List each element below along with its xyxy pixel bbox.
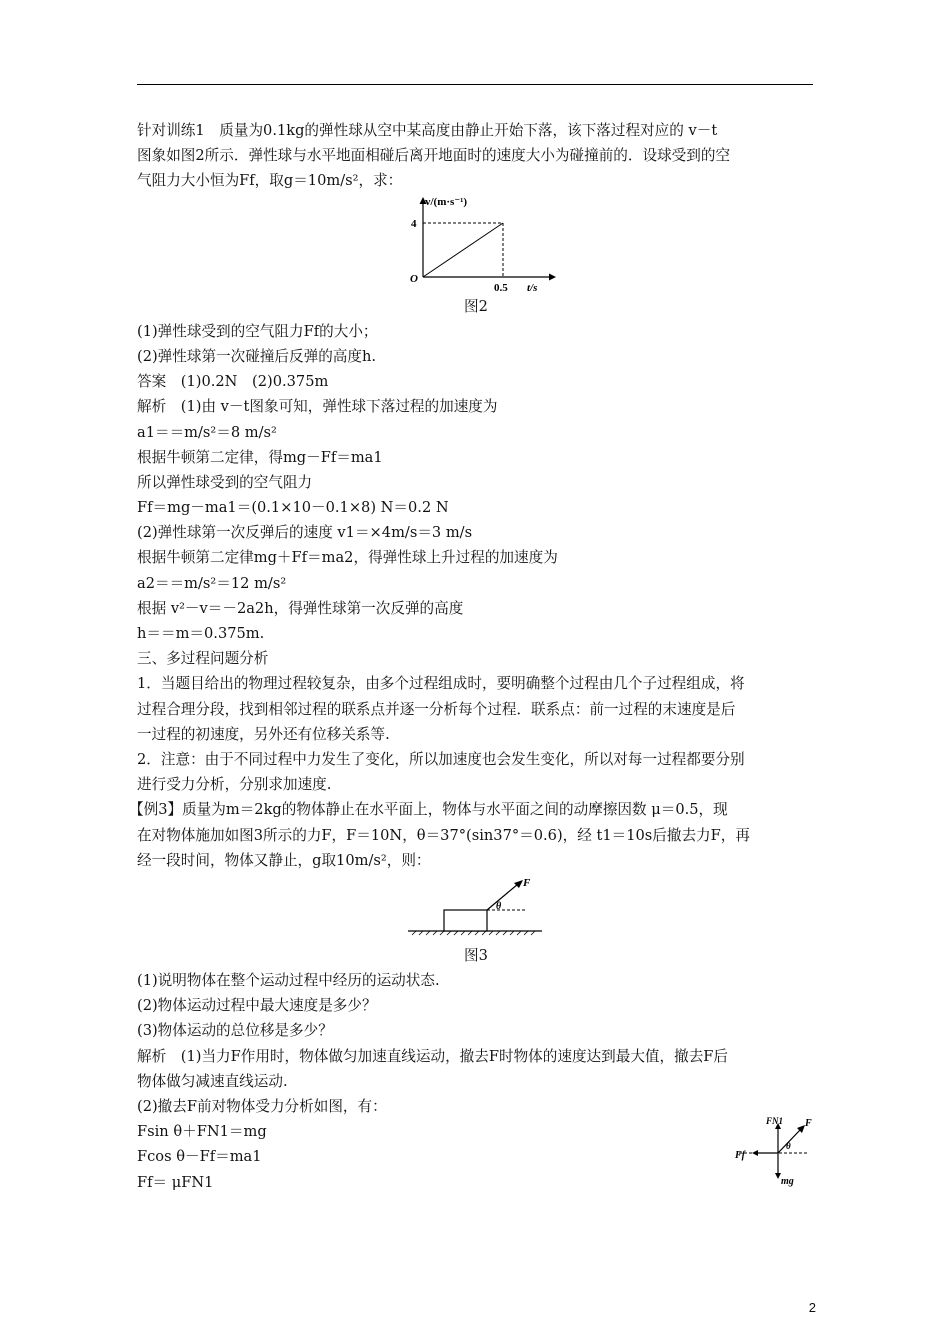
- section-para-line: 1．当题目给出的物理过程较复杂，由多个过程组成时，要明确整个过程由几个子过程组成，将: [137, 675, 745, 693]
- fbd-friction-label: Ff: [735, 1150, 745, 1161]
- solution-line: 根据牛顿第二定律mg＋Ff＝ma2，得弹性球上升过程的加速度为: [137, 549, 558, 567]
- figure-3-caption: 图3: [464, 946, 488, 964]
- fbd-angle-label: θ: [786, 1141, 791, 1151]
- solution-line: Fcos θ－Ff＝ma1: [137, 1148, 262, 1166]
- example-tag: 【例3】: [129, 801, 183, 819]
- section-para-line: 过程合理分段，找到相邻过程的联系点并逐一分析每个过程．联系点：前一过程的末速度是后: [137, 700, 736, 718]
- example3-line: 在对物体施加如图3所示的力F，F＝10N，θ＝37°(sin37°＝0.6)，经 t1＝10s后撤去力F，再: [137, 826, 750, 844]
- vt-graph-svg: [137, 194, 815, 294]
- solution-line: 解析 (1)当力F作用时，物体做匀加速直线运动，撤去F时物体的速度达到最大值，撤去F后: [137, 1047, 729, 1065]
- fbd-force-label: F: [805, 1118, 812, 1129]
- x-tick-label: 0.5: [494, 281, 508, 294]
- fbd-normal-label: FN1: [766, 1116, 784, 1126]
- solution-line: a2＝＝m/s²＝12 m/s²: [137, 574, 287, 592]
- drill1-line: 气阻力大小恒为Ff，取g＝10m/s²，求：: [137, 172, 403, 190]
- figure-2-caption: 图2: [464, 297, 488, 315]
- block: [444, 910, 487, 931]
- y-axis-label: v/(m·s⁻¹): [425, 195, 468, 208]
- figure-3-block-diagram: [137, 873, 815, 943]
- example3-text: 质量为m＝2kg的物体静止在水平面上，物体与水平面之间的动摩擦因数 μ＝0.5，现: [182, 801, 728, 819]
- solution-line: 根据 v²－v＝－2a2h，得弹性球第一次反弹的高度: [137, 599, 464, 617]
- block-force-svg: [137, 873, 815, 943]
- answer-line: 答案 (1)0.2N (2)0.375m: [137, 373, 329, 391]
- solution-line: Ff＝mg－ma1＝(0.1×10－0.1×8) N＝0.2 N: [137, 499, 449, 517]
- solution-line: 物体做匀减速直线运动.: [137, 1072, 288, 1090]
- solution-line: a1＝＝m/s²＝8 m/s²: [137, 423, 277, 441]
- section-heading: 三、多过程问题分析: [137, 650, 269, 668]
- question-line: (3)物体运动的总位移是多少？: [137, 1022, 333, 1040]
- example3-line: 经一段时间，物体又静止，g取10m/s²，则：: [137, 851, 431, 869]
- x-axis-label: t/s: [527, 281, 538, 294]
- solution-line: Fsin θ＋FN1＝mg: [137, 1123, 267, 1141]
- header-rule: [137, 84, 813, 85]
- page-content: [129, 118, 815, 1195]
- section-para-line: 进行受力分析，分别求加速度.: [137, 776, 332, 794]
- fbd-friction-arrowhead: [752, 1150, 758, 1156]
- y-tick-label: 4: [411, 217, 417, 230]
- solution-line: h＝＝m＝0.375m.: [137, 625, 265, 642]
- angle-label: θ: [496, 900, 502, 912]
- vt-series-line: [423, 223, 503, 277]
- drill1-line: 图象如图2所示．弹性球与水平地面相碰后离开地面时的速度大小为碰撞前的．设球受到的空: [137, 147, 731, 165]
- page-number: 2: [808, 1300, 816, 1315]
- x-axis-arrow: [549, 273, 556, 280]
- force-arrow: [487, 884, 518, 910]
- example3-line: [129, 797, 815, 822]
- figure-2-vt-graph: [137, 194, 815, 294]
- solution-line: (2)撤去F前对物体受力分析如图，有：: [137, 1098, 387, 1115]
- solution-line: 根据牛顿第二定律，得mg－Ff＝ma1: [137, 448, 383, 466]
- question-line: (2)弹性球第一次碰撞后反弹的高度h.: [137, 347, 377, 365]
- question-line: (2)物体运动过程中最大速度是多少？: [137, 997, 377, 1015]
- solution-line: Ff＝ μFN1: [137, 1173, 214, 1191]
- solution-line: (2)弹性球第一次反弹后的速度 v1＝×4m/s＝3 m/s: [137, 524, 473, 542]
- question-line: (1)弹性球受到的空气阻力Ff的大小；: [137, 322, 378, 340]
- free-body-diagram: [729, 1112, 829, 1192]
- section-para-line: 2．注意：由于不同过程中力发生了变化，所以加速度也会发生变化，所以对每一过程都要分别: [137, 750, 745, 768]
- origin-label: O: [410, 272, 418, 285]
- question-line: (1)说明物体在整个运动过程中经历的运动状态.: [137, 972, 440, 990]
- section-para-line: 一过程的初速度，另外还有位移关系等.: [137, 725, 390, 743]
- solution-line: 所以弹性球受到的空气阻力: [137, 473, 313, 491]
- fbd-weight-label: mg: [781, 1176, 794, 1187]
- solution-line: 解析 (1)由 v－t图象可知，弹性球下落过程的加速度为: [137, 398, 498, 416]
- force-label: F: [523, 876, 531, 889]
- drill1-line: 针对训练1 质量为0.1kg的弹性球从空中某高度由静止开始下落，该下落过程对应的 v－t: [137, 122, 718, 139]
